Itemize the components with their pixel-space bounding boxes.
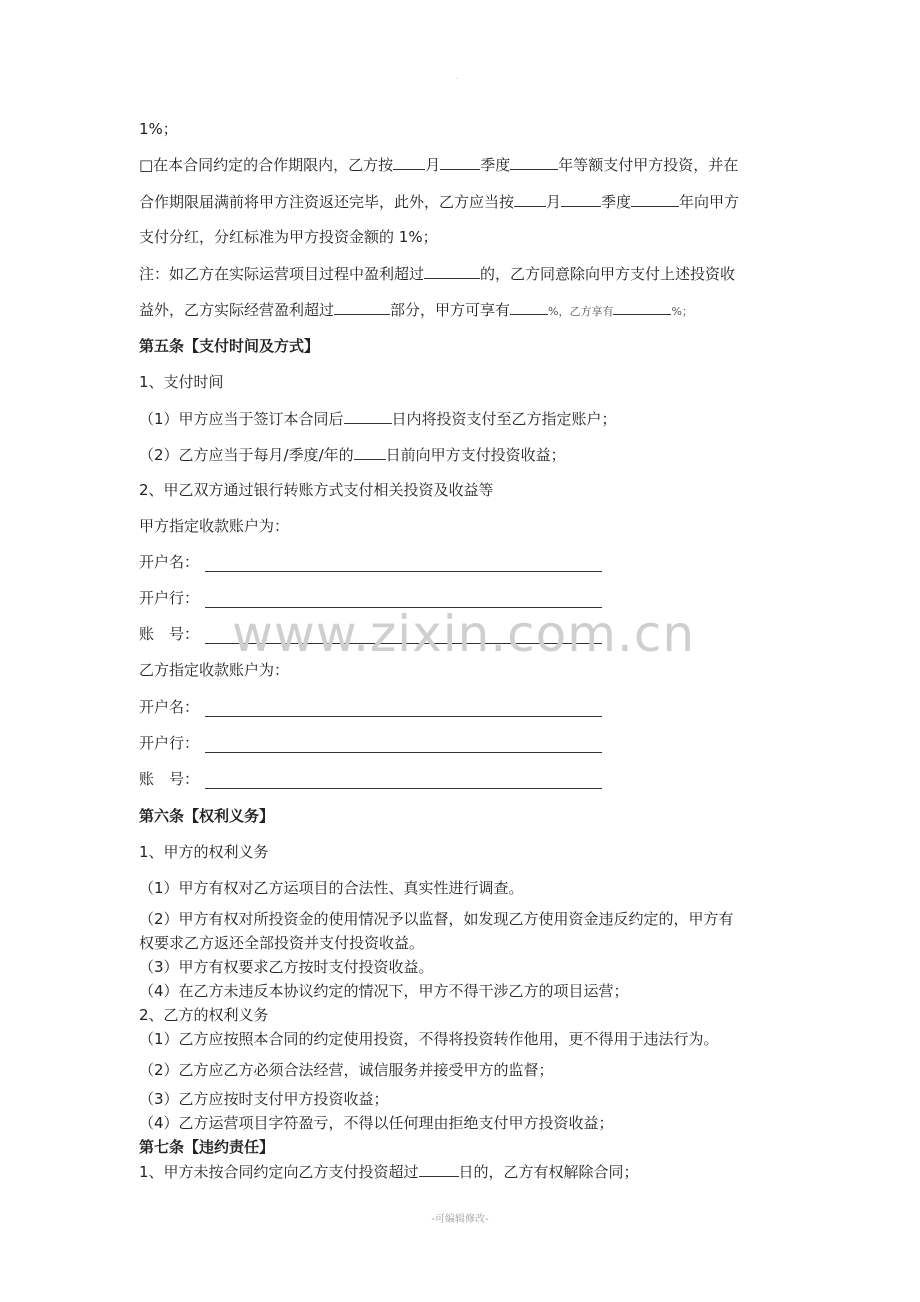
party-a-right-2: （2）甲方有权对所投资金的使用情况予以监督，如发现乙方使用资金违反约定的，甲方有 (139, 910, 734, 928)
blank-field[interactable] (334, 299, 390, 315)
text: 1、甲方未按合同约定向乙方支付投资超过 (139, 1163, 419, 1181)
text: %，乙方享有 (548, 305, 614, 318)
blank-field[interactable] (344, 408, 392, 424)
text: 的，乙方同意除向甲方支付上述投资收 (480, 265, 736, 283)
account-a-number-label: 账 号： (139, 625, 200, 643)
text: 合作期限届满前将甲方注资返还完毕，此外，乙方应当按 (139, 193, 515, 211)
item-1-1 (139, 408, 617, 429)
text: 部分，甲方可享有 (390, 301, 511, 319)
text: （2）乙方应当于每月/季度/年的 (139, 446, 354, 464)
text: 年向甲方 (679, 193, 740, 211)
account-b-title: 乙方指定收款账户为： (139, 661, 290, 679)
text: %； (671, 305, 693, 318)
party-a-right-1: （1）甲方有权对乙方运项目的合法性、真实性进行调查。 (139, 879, 524, 897)
account-a-name-field[interactable] (205, 571, 602, 572)
account-a-title: 甲方指定收款账户为： (139, 517, 290, 535)
party-b-right-1: （1）乙方应按照本合同的约定使用投资，不得将投资转作他用，更不得用于违法行为。 (139, 1030, 719, 1048)
account-b-number-field[interactable] (205, 788, 602, 789)
account-b-bank-field[interactable] (205, 752, 602, 753)
party-a-right-2-cont: 权要求乙方返还全部投资并支付投资收益。 (139, 934, 425, 952)
text: □在本合同约定的合作期限内，乙方按 (139, 156, 394, 174)
party-b-rights-heading: 2、乙方的权利义务 (139, 1006, 269, 1024)
top-mark: . (456, 72, 459, 81)
party-b-right-4: （4）乙方运营项目字符盈亏，不得以任何理由拒绝支付甲方投资收益； (139, 1114, 614, 1132)
clause-repayment-line1 (139, 154, 738, 175)
footer-note: -可编辑修改- (431, 1214, 489, 1225)
text: 益外，乙方实际经营盈利超过 (139, 301, 335, 319)
party-b-right-2: （2）乙方应乙方必须合法经营，诚信服务并接受甲方的监督； (139, 1061, 554, 1079)
text: 月 (425, 156, 441, 174)
party-a-right-4: （4）在乙方未违反本协议约定的情况下，甲方不得干涉乙方的项目运营； (139, 982, 629, 1000)
account-a-bank-label: 开户行： (139, 589, 200, 607)
text: 日内将投资支付至乙方指定账户； (391, 410, 617, 428)
blank-field[interactable] (354, 444, 386, 460)
note-line1 (139, 263, 735, 284)
text: 年等额支付甲方投资，并在 (558, 156, 739, 174)
party-a-rights-heading: 1、甲方的权利义务 (139, 843, 269, 861)
text: 日的，乙方有权解除合同； (458, 1163, 639, 1181)
text: 1%； (139, 120, 178, 138)
text: （1）甲方应当于签订本合同后 (139, 410, 344, 428)
article-5-heading: 第五条【支付时间及方式】 (139, 337, 320, 355)
blank-field[interactable] (613, 299, 671, 315)
account-b-number-label: 账 号： (139, 770, 200, 788)
text: 季度 (480, 156, 511, 174)
article-6-heading: 第六条【权利义务】 (139, 807, 275, 825)
item-1-2 (139, 444, 566, 465)
blank-field[interactable] (393, 154, 425, 170)
section-payment-time: 1、支付时间 (139, 373, 224, 391)
text: 日前向甲方支付投资收益； (385, 446, 566, 464)
watermark: www.zixin.com.cn (232, 605, 696, 663)
text: 季度 (601, 193, 632, 211)
blank-field[interactable] (510, 299, 548, 315)
clause-repayment-line2 (139, 191, 739, 212)
blank-field[interactable] (424, 263, 480, 279)
blank-field[interactable] (514, 191, 546, 207)
line-percent (139, 119, 178, 139)
clause-dividend (139, 227, 438, 247)
account-b-name-label: 开户名： (139, 698, 200, 716)
text: 月 (546, 193, 562, 211)
blank-field[interactable] (440, 154, 480, 170)
blank-field[interactable] (510, 154, 558, 170)
text: 支付分红，分红标准为甲方投资金额的 1%； (139, 228, 438, 246)
account-b-name-field[interactable] (205, 716, 602, 717)
account-a-name-label: 开户名： (139, 553, 200, 571)
blank-field[interactable] (561, 191, 601, 207)
blank-field[interactable] (631, 191, 679, 207)
party-b-right-3: （3）乙方应按时支付甲方投资收益； (139, 1090, 389, 1108)
account-b-bank-label: 开户行： (139, 734, 200, 752)
section-payment-method: 2、甲乙双方通过银行转账方式支付相关投资及收益等 (139, 481, 494, 499)
article-7-heading: 第七条【违约责任】 (139, 1138, 275, 1156)
note-line2 (139, 299, 693, 322)
blank-field[interactable] (419, 1161, 459, 1177)
text: 注：如乙方在实际运营项目过程中盈利超过 (139, 265, 425, 283)
party-a-right-3: （3）甲方有权要求乙方按时支付投资收益。 (139, 958, 434, 976)
breach-1 (139, 1161, 639, 1182)
